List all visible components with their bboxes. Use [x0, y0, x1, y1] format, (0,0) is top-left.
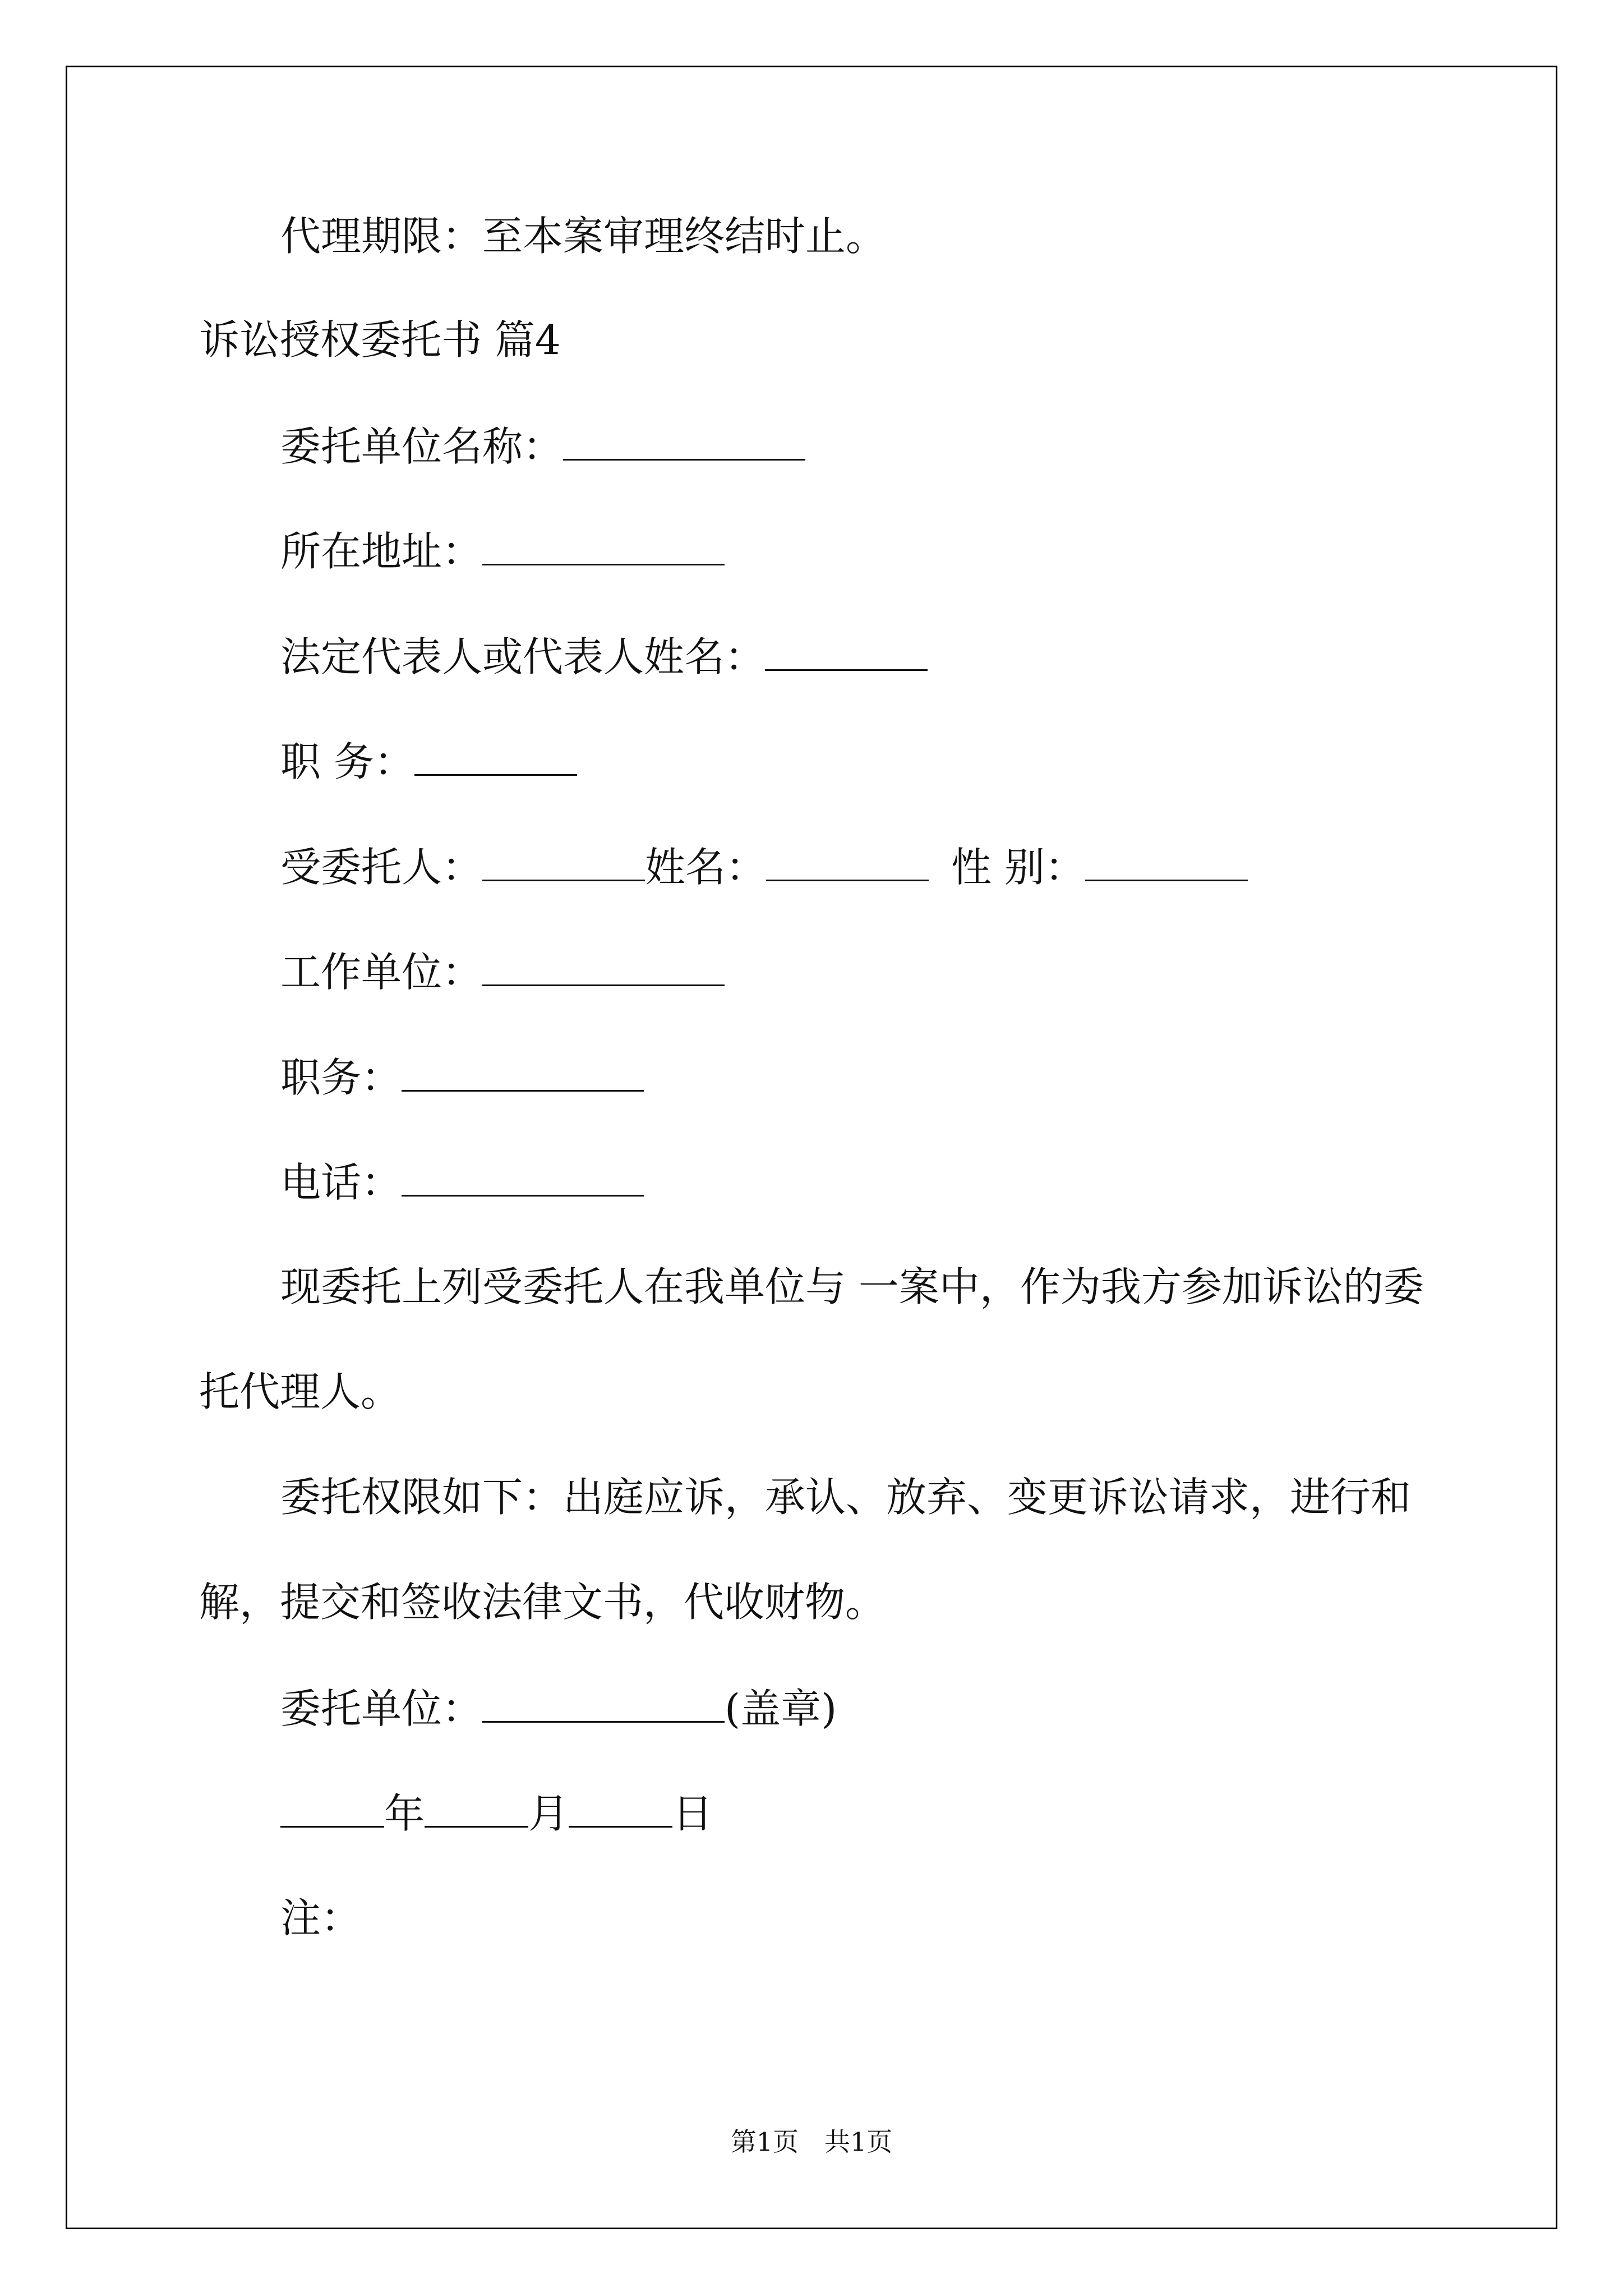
- phone-label: 电话：: [280, 1159, 402, 1206]
- trustee-position-row: [280, 1054, 644, 1101]
- address-label: 所在地址：: [280, 528, 483, 575]
- gender-blank: [1085, 846, 1248, 881]
- unit-name-blank: [563, 425, 805, 461]
- trustee-blank: [482, 846, 645, 881]
- entrust-paragraph-line2: 托代理人。: [199, 1368, 402, 1415]
- workplace-row: [280, 949, 725, 996]
- note-label: 注：: [280, 1894, 362, 1941]
- sign-unit-label: 委托单位：: [280, 1685, 483, 1732]
- name-blank: [766, 846, 929, 881]
- rep-position-blank: [414, 740, 577, 776]
- sign-unit-blank: [482, 1687, 725, 1723]
- authority-paragraph-line2: 解，提交和签收法律文书，代收财物。: [199, 1579, 886, 1626]
- section-title: 诉讼授权委托书 篇4: [199, 316, 561, 364]
- day-char: 日: [672, 1790, 713, 1837]
- month-blank: [425, 1792, 528, 1828]
- day-blank: [569, 1792, 672, 1828]
- legal-rep-blank: [765, 636, 928, 671]
- gender-label: 性 别：: [951, 844, 1085, 891]
- workplace-blank: [482, 951, 725, 986]
- agency-period-line: 代理期限：至本案审理终结时止。: [280, 213, 887, 260]
- address-blank: [482, 530, 725, 565]
- year-blank: [280, 1792, 384, 1828]
- page-footer: 第1页 共1页: [730, 2127, 893, 2157]
- phone-row: [280, 1159, 644, 1206]
- rep-position-label: 职 务：: [280, 738, 414, 785]
- unit-name-label: 委托单位名称：: [280, 423, 564, 470]
- date-row: [280, 1790, 713, 1837]
- trustee-row: [280, 844, 1248, 891]
- rep-position-row: [280, 738, 577, 785]
- phone-blank: [402, 1161, 644, 1197]
- year-char: 年: [384, 1790, 425, 1837]
- seal-text: (盖章): [725, 1685, 837, 1732]
- month-char: 月: [528, 1790, 569, 1837]
- legal-rep-row: [280, 633, 928, 680]
- entrust-paragraph-line1: 现委托上列受委托人在我单位与 一案中，作为我方参加诉讼的委: [280, 1263, 1424, 1310]
- name-label: 姓名：: [645, 844, 767, 891]
- legal-rep-label: 法定代表人或代表人姓名：: [280, 633, 766, 680]
- unit-name-row: [280, 423, 805, 470]
- sign-unit-row: [280, 1685, 837, 1732]
- trustee-position-label: 职务：: [280, 1054, 402, 1101]
- trustee-position-blank: [402, 1056, 644, 1092]
- address-row: [280, 528, 725, 575]
- trustee-label: 受委托人：: [280, 844, 483, 891]
- authority-paragraph-line1: 委托权限如下：出庭应诉，承认、放弃、变更诉讼请求，进行和: [280, 1474, 1412, 1521]
- workplace-label: 工作单位：: [280, 949, 483, 996]
